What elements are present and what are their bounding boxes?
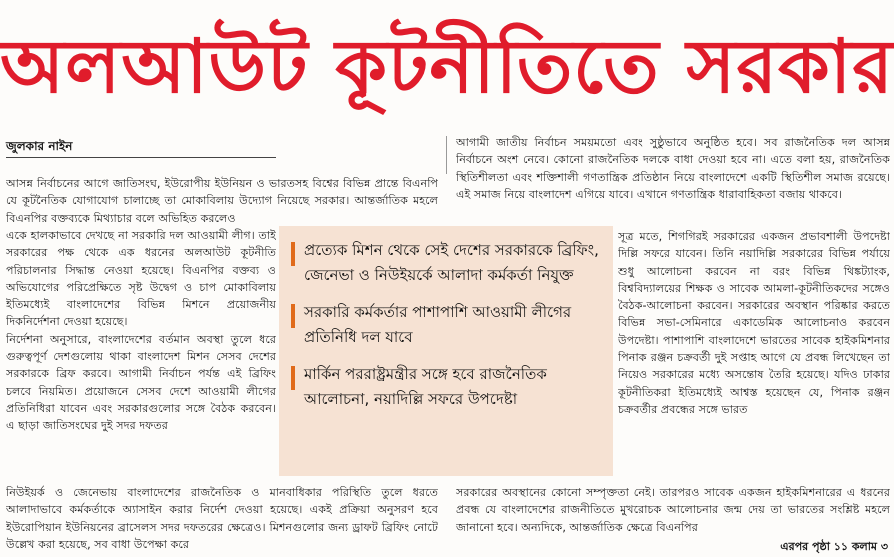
column-divider (446, 136, 447, 174)
left-column-paragraph: একে হালকাভাবে দেখছে না সরকারি দল আওয়ামী লীগ। তাই সরকারের পক্ষ থেকে এক ধরনের অলআউট কূটনীতি পরিচালনার সিদ্ধান্ত নেওয়া হয়েছে। বিএনপির বক্তব্য ও অভিযোগের পরিপ্রেক্ষিতে সৃষ্ট উদ্বেগ ও চাপ মোকাবিলায় ইতিমধ্যেই বাংলাদেশের বিভিন্ন মিশনে প্রয়োজনীয় দিকনির্দেশনা দেওয়া হয়েছে। (6, 229, 276, 329)
left-column-paragraph: নির্দেশনা অনুসারে, বাংলাদেশের বর্তমান অবস্থা তুলে ধরে গুরুত্বপূর্ণ দেশগুলোয় থাকা বাংলাদেশ মিশন সেসব দেশের সরকারকে ব্রিফ করবে। আগামী নির্বাচন পর্যন্ত এই ব্রিফিং চলবে নিয়মিত। প্রয়োজনে সেসব দেশে আওয়ামী লীগের প্রতিনিধিরা যাবেন এবং সরকারগুলোর সঙ্গে বৈঠক করবেন। এ ছাড়া জাতিসংঘের দুই সদর দফতর (6, 332, 276, 433)
callout-point-text: মার্কিন পররাষ্ট্রমন্ত্রীর সঙ্গে হবে রাজনৈতিক আলোচনা, নয়াদিল্লি সফরে উপদেষ্টা (304, 365, 547, 408)
callout-point (291, 300, 603, 350)
callout-bar-marker (291, 366, 295, 390)
headline: অলআউট কূটনীতিতে সরকার (0, 24, 894, 110)
left-column (6, 227, 276, 487)
byline-rule (6, 157, 276, 158)
bottom-left-text: নিউইয়র্ক ও জেনেভায় বাংলাদেশের রাজনৈতিক ও মানবাধিকার পরিস্থিতি তুলে ধরতে আলাদাভাবে কর্মকর্তাকে অ্যাসাইন করার নির্দেশ দেওয়া হয়েছে। একই প্রক্রিয়া অনুসরণ হবে ইউরোপিয়ান ইউনিয়নের ব্রাসেলস সদর দফতরের ক্ষেত্রেও। মিশনগুলোর জন্য ড্রাফট ব্রিফিং নোটে উল্লেখ করা হয়েছে, সব বাধা উপেক্ষা করে (6, 486, 438, 551)
continuation-jump-line: এরপর পৃষ্ঠা ১১ কলাম ৩ (780, 540, 888, 553)
right-top-text: আগামী জাতীয় নির্বাচন সময়মতো এবং সুষ্ঠুভাবে অনুষ্ঠিত হবে। সব রাজনৈতিক দল আসন্ন নির্বাচনে অংশ নেবে। কোনো রাজনৈতিক দলকে বাধা দেওয়া হবে না। এতে বলা হয়, রাজনৈতিক স্থিতিশীলতা এবং শক্তিশালী গণতান্ত্রিক প্রতিষ্ঠান নিয়ে বাংলাদেশে একটি স্থিতিশীল সমাজ রয়েছে। এই সমাজ নিয়ে বাংলাদেশ এগিয়ে যাবে। এখানে গণতান্ত্রিক ধারাবাহিকতা বজায় থাকবে। (456, 136, 890, 201)
callout-point (291, 362, 603, 412)
callout-point-text: প্রত্যেক মিশন থেকে সেই দেশের সরকারকে ব্রিফিং, জেনেভা ও নিউইয়র্কে আলাদা কর্মকর্তা নিযুক্ত (304, 241, 599, 284)
byline: জুলকার নাইন (6, 139, 73, 153)
callout-bar-marker (291, 304, 295, 328)
callout-point (291, 238, 603, 288)
lead-paragraph: আসন্ন নির্বাচনের আগে জাতিসংঘ, ইউরোপীয় ইউনিয়ন ও ভারতসহ বিশ্বের বিভিন্ন প্রান্তে বিএনপি যে কূটনৈতিক যোগাযোগ চালাচ্ছে তা মোকাবিলায় উদ্যোগ নিয়েছে সরকার। আন্তর্জাতিক মহলে বিএনপির বক্তব্যকে মিথ্যাচার বলে অভিহিত করলেও (6, 177, 438, 225)
bottom-right-text: সরকারের অবস্থানের কোনো সম্পৃক্ততা নেই। তারপরও সাবেক একজন হাইকমিশনারের এ ধরনের প্রবন্ধ যে বাংলাদেশের রাজনীতিতে মুখরোচক আলোচনার জন্ম দেয় তা ভারতের সংশ্লিষ্ট মহলে জানানো হবে। অন্যদিকে, আন্তর্জাতিক ক্ষেত্রে বিএনপির (456, 486, 890, 534)
right-column: সূত্র মতে, শিগগিরই সরকারের একজন প্রভাবশালী উপদেষ্টা দিল্লি সফরে যাবেন। তিনি নয়াদিল্লি সরকারের বিভিন্ন পর্যায়ে শুধু আলোচনা করবেন না বরং বিভিন্ন থিঙ্কট্যাংক, বিশ্ববিদ্যালয়ের শিক্ষক ও সাবেক আমলা-কূটনীতিকদের সঙ্গেও বৈঠক-আলোচনা করবেন। সরকারের অবস্থান পরিষ্কার করতে বিভিন্ন সভা-সেমিনারে একাডেমিক আলোচনাও করবেন উপদেষ্টা। পাশাপাশি বাংলাদেশে ভারতের সাবেক হাইকমিশনার পিনাক রঞ্জন চক্রবর্তী দুই সপ্তাহ আগে যে প্রবন্ধ লিখেছেন তা নিয়েও সরকারের মধ্যে অসন্তোষ তৈরি হয়েছে। যদিও ঢাকার কূটনীতিকরা ইতিমধ্যেই আশ্বস্ত হয়েছেন যে, পিনাক রঞ্জন চক্রবর্তীর প্রবন্ধের সঙ্গে ভারত (618, 230, 890, 416)
highlight-callout (279, 226, 613, 476)
callout-bar-marker (291, 242, 295, 266)
callout-point-text: সরকারি কর্মকর্তার পাশাপাশি আওয়ামী লীগের প্রতিনিধি দল যাবে (304, 303, 572, 346)
